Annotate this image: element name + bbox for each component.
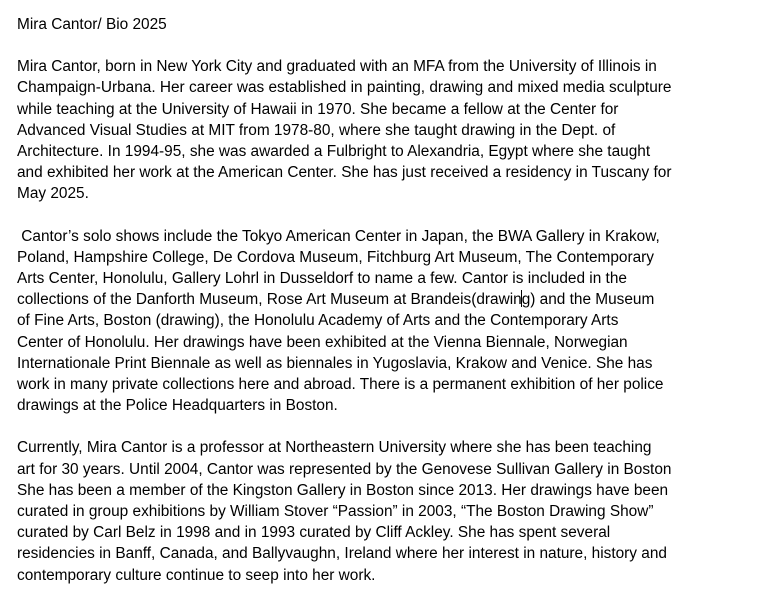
text-line: Currently, Mira Cantor is a professor at Northeastern University where she has been teaching bbox=[17, 439, 652, 457]
text-line: May 2025. bbox=[17, 185, 89, 203]
text-line: contemporary culture continue to seep into her work. bbox=[17, 566, 376, 584]
text-line: while teaching at the University of Hawaii in 1970. She became a fellow at the Center for bbox=[17, 100, 619, 118]
text-line: work in many private collections here and abroad. There is a permanent exhibition of her police bbox=[17, 376, 664, 394]
paragraph-exhibitions bbox=[17, 226, 741, 417]
text-line: and exhibited her work at the American Center. She has just received a residency in Tuscany for bbox=[17, 164, 672, 182]
text-line: Internationale Print Biennale as well as biennales in Yugoslavia, Krakow and Venice. She has bbox=[17, 354, 653, 372]
paragraph-current bbox=[17, 437, 741, 585]
text-line: Arts Center, Honolulu, Gallery Lohrl in Dusseldorf to name a few. Cantor is included in the bbox=[17, 270, 627, 288]
text-line: Center of Honolulu. Her drawings have been exhibited at the Vienna Biennale, Norwegian bbox=[17, 333, 628, 351]
text-line: drawings at the Police Headquarters in Boston. bbox=[17, 397, 338, 415]
text-line: curated by Carl Belz in 1998 and in 1993 curated by Cliff Ackley. She has spent several bbox=[17, 524, 611, 542]
text-cursor bbox=[521, 290, 522, 307]
text-line: Champaign-Urbana. Her career was established in painting, drawing and mixed media sculpture bbox=[17, 79, 672, 97]
text-line: Cantor’s solo shows include the Tokyo American Center in Japan, the BWA Gallery in Krakow, bbox=[17, 227, 660, 245]
text-line: Mira Cantor, born in New York City and graduated with an MFA from the University of Illinois in bbox=[17, 58, 657, 76]
text-line: art for 30 years. Until 2004, Cantor was represented by the Genovese Sullivan Gallery in Boston bbox=[17, 460, 672, 478]
text-line-with-caret: collections of the Danforth Museum, Rose Art Museum at Brandeis(drawing) and the Museum bbox=[17, 291, 655, 309]
text-line: residencies in Banff, Canada, and Ballyvaughn, Ireland where her interest in nature, history and bbox=[17, 545, 667, 563]
text-line: She has been a member of the Kingston Gallery in Boston since 2013. Her drawings have been bbox=[17, 481, 669, 499]
text-line: curated in group exhibitions by William Stover “Passion” in 2003, “The Boston Drawing Show” bbox=[17, 503, 654, 521]
text-line: Poland, Hampshire College, De Cordova Museum, Fitchburg Art Museum, The Contemporary bbox=[17, 248, 654, 266]
text-line: of Fine Arts, Boston (drawing), the Honolulu Academy of Arts and the Contemporary Arts bbox=[17, 312, 619, 330]
paragraph-intro bbox=[17, 56, 741, 204]
text-line: Advanced Visual Studies at MIT from 1978-80, where she taught drawing in the Dept. of bbox=[17, 121, 616, 139]
text-line: Architecture. In 1994-95, she was awarded a Fulbright to Alexandria, Egypt where she taught bbox=[17, 143, 651, 161]
document-title: Mira Cantor/ Bio 2025 bbox=[17, 16, 167, 33]
